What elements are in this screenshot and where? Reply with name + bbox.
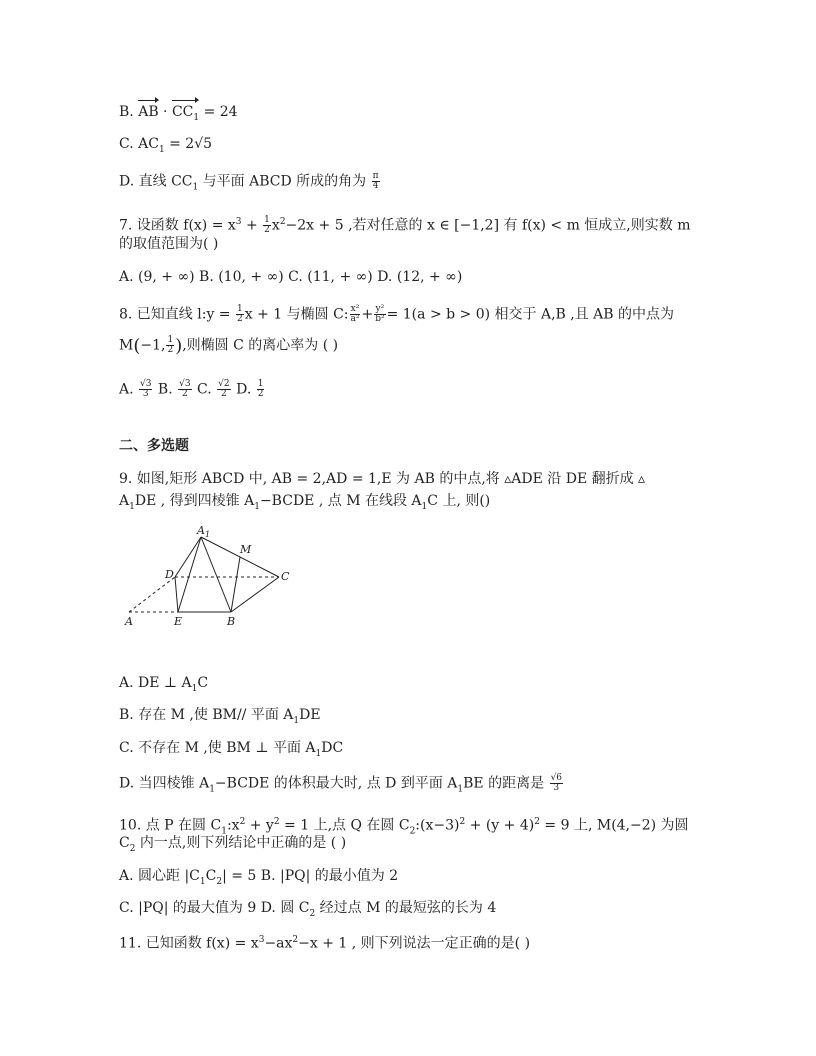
- label-a1: $A_1$: [197, 524, 211, 539]
- label-a: A: [125, 615, 133, 628]
- q9-option-c: C. 不存在 M ,使 BM ⊥ 平面 $A_1DC$: [119, 740, 344, 759]
- label-e: E: [174, 615, 183, 628]
- q9-stem: 9. 如图,矩形 ABCD 中, AB = 2,AD = 1,E 为 AB 的中点,将 ▵ADE 沿 DE 翻折成 ▵: [119, 471, 646, 487]
- section-title: 二、多选题: [119, 438, 189, 454]
- edge-d-e: [175, 577, 178, 612]
- q9-option-a: A. DE ⊥ $A_1C$: [119, 675, 209, 694]
- q9-stem-line2: $A_1DE$ , 得到四棱锥 $A_1-BCDE$ , 点 M 在线段 $A_1C$ 上, 则(): [119, 493, 491, 512]
- edge-a1-b: [201, 537, 231, 612]
- edge-a1-d: [175, 537, 201, 577]
- label-c: C: [281, 570, 290, 583]
- q6-option-b: B. AB · $CC_1 = 24$: [119, 103, 238, 127]
- edge-a1-e: [178, 537, 201, 612]
- label-d: D: [165, 568, 174, 581]
- q8-stem: 8. 已知直线 l:y = $\frac{1}{2}$ x + 1 与椭圆 C: $\frac{\text{x²}}{\text{a²}}$ + $\frac{\text{y²}}{\text{b²}}$ = 1(a > b > 0) 相交于 A,B ,且 AB 的中点为: [119, 304, 675, 324]
- q6-option-c: C. $AC_1 = 2√5$: [119, 136, 213, 155]
- label-m: M: [240, 543, 252, 556]
- q10-options-ab: A. 圆心距 $|C_1C_2| = 5$ B. |PQ| 的最小值为 2: [119, 868, 399, 887]
- q9-option-d: D. 当四棱锥 $A_1-BCDE$ 的体积最大时, 点 D 到平面 $A_1BE$ 的距离是 $\frac{√6}{3}$: [119, 773, 563, 795]
- q7-options: A. (9, + ∞) B. (10, + ∞) C. (11, + ∞) D. (12, + ∞): [119, 269, 463, 285]
- q7-stem: 7. 设函数 $f(x) = x^3$ + $\frac{1}{2}$ $x^2-2x + 5$ ,若对任意的 x ∈ [−1,2] 有 f(x) < m 恒成立,则实数 m: [119, 215, 691, 236]
- q9-pyramid-figure: [119, 522, 299, 632]
- q9-option-b: B. 存在 M ,使 BM// 平面 $A_1DE$: [119, 707, 321, 726]
- segment-b-m: [231, 557, 240, 612]
- edge-a-d: [129, 577, 175, 612]
- q10-stem: 10. 点 P 在圆 $C_1:x^2 + y^2 = 1$ 上,点 Q 在圆 $C_2:(x-3)^2 + (y + 4)^2 = 9$ 上, M(4,−2) 为圆: [119, 817, 689, 837]
- q7-stem-line2: 的取值范围为( ): [119, 236, 219, 252]
- q8-stem-line2: M(−1, $\frac{1}{2}$ ),则椭圆 C 的离心率为 ( ): [119, 335, 339, 357]
- q10-stem-line2: $C_2$ 内一点,则下列结论中正确的是 ( ): [119, 835, 347, 854]
- q10-options-cd: C. |PQ| 的最大值为 9 D. 圆 $C_2$ 经过点 M 的最短弦的长为 4: [119, 900, 497, 919]
- edge-b-c: [231, 577, 279, 612]
- q11-stem: 11. 已知函数 $f(x) = x^3-ax^2-x + 1$ , 则下列说法一定正确的是( ): [119, 935, 531, 952]
- label-b: B: [227, 615, 236, 628]
- q6-option-d: D. 直线 $CC_1$ 与平面 ABCD 所成的角为 $\frac{\pi}{4}$: [119, 171, 379, 193]
- q8-options: A. $\frac{√3}{3}$ B. $\frac{√3}{2}$ C. $\frac{√2}{2}$ D. $\frac{1}{2}$: [119, 379, 264, 399]
